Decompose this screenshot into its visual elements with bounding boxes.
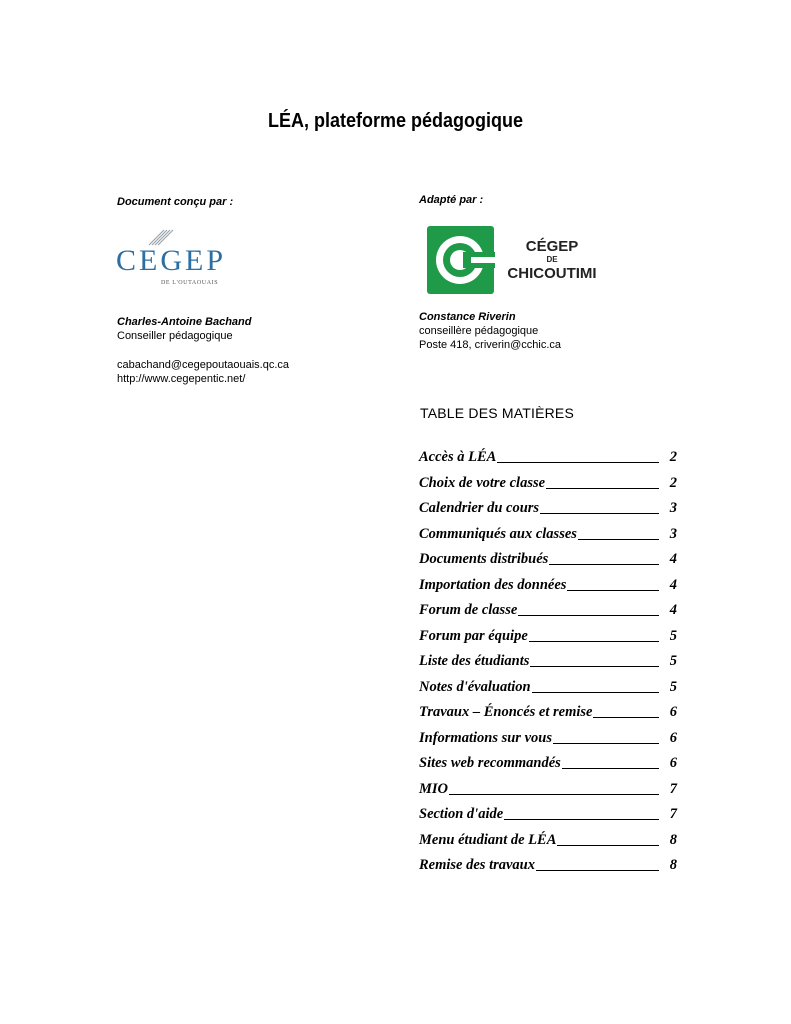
toc-entry-page: 6 — [669, 729, 677, 746]
toc-entry[interactable] — [419, 577, 677, 603]
toc-entry-label: Liste des étudiants — [419, 653, 530, 669]
toc-entry[interactable] — [419, 449, 677, 475]
toc-entry-label: Choix de votre classe — [419, 474, 546, 491]
toc-entry-page: 8 — [669, 857, 677, 873]
toc-entry-page: 4 — [669, 576, 677, 593]
toc-entry-page: 7 — [669, 780, 677, 797]
toc-entry-leader — [529, 630, 659, 642]
toc-entry[interactable] — [419, 806, 677, 832]
toc-entry-label: Section d'aide — [419, 806, 504, 822]
author-email-link[interactable]: cabachand@cegepoutaouais.qc.ca — [117, 359, 290, 371]
toc-entry[interactable] — [419, 526, 677, 552]
toc-entry-page: 8 — [669, 831, 677, 848]
toc-entry[interactable] — [419, 653, 677, 679]
toc-entry-label: Forum de classe — [419, 602, 518, 618]
toc-entry[interactable] — [419, 475, 677, 501]
toc-entry[interactable] — [419, 500, 677, 526]
author-contact — [117, 358, 289, 386]
toc-entry-label: Menu étudiant de LÉA — [419, 831, 557, 848]
adapter-contact: Poste 418, criverin@cchic.ca — [419, 339, 562, 351]
cegep-outaouais-logo-text: CEGEP — [116, 244, 227, 277]
toc-entry-leader — [593, 706, 659, 718]
toc-entry-label: MIO — [419, 780, 449, 797]
toc-entry-page: 5 — [669, 627, 677, 644]
toc-entry-leader — [567, 579, 659, 591]
toc-entry-label: Sites web recommandés — [419, 755, 561, 771]
toc-entry-leader — [562, 757, 659, 769]
toc-entry-leader — [536, 859, 659, 871]
toc-entry-label: Accès à LÉA — [419, 449, 497, 465]
toc-entry[interactable] — [419, 755, 677, 781]
toc-entry-leader — [553, 732, 659, 744]
cegep-outaouais-logo — [116, 228, 232, 286]
toc-entry-page: 6 — [669, 704, 677, 720]
toc-entry[interactable] — [419, 704, 677, 730]
toc-heading: TABLE DES MATIÈRES — [420, 405, 575, 421]
toc-entry-leader — [540, 502, 659, 514]
toc-entry-label: Documents distribués — [419, 551, 549, 567]
toc-entry[interactable] — [419, 628, 677, 654]
cegep-chicoutimi-logo — [427, 226, 597, 296]
adapter-block — [419, 310, 561, 352]
designed-by-label: Document conçu par : — [117, 196, 234, 208]
cegep-outaouais-logo-subtext: DE L'OUTAOUAIS — [161, 280, 219, 286]
toc-entry-leader — [504, 808, 659, 820]
toc-entry-label: Remise des travaux — [419, 857, 535, 873]
document-title: LÉA, plateforme pédagogique — [267, 110, 524, 132]
chicoutimi-logo-line2: DE — [546, 255, 558, 264]
toc-entry[interactable] — [419, 730, 677, 756]
toc-entry-page: 5 — [669, 653, 677, 669]
toc-entry-page: 4 — [669, 602, 677, 618]
toc-entry-leader — [518, 604, 659, 616]
toc-entry-leader — [497, 451, 659, 463]
toc-entry-label: Travaux – Énoncés et remise — [419, 704, 593, 720]
toc-entry-page: 7 — [669, 806, 677, 822]
adapter-name: Constance Riverin — [419, 311, 516, 323]
author-role: Conseiller pédagogique — [117, 330, 233, 342]
toc-entry-page: 3 — [669, 525, 677, 542]
toc-entry-leader — [530, 655, 659, 667]
toc-entry-leader — [449, 783, 659, 795]
toc-entry-page: 2 — [669, 449, 677, 465]
toc-entry-label: Notes d'évaluation — [419, 678, 531, 695]
toc-entry[interactable] — [419, 832, 677, 858]
toc-entry-label: Communiqués aux classes — [419, 525, 577, 542]
toc-entry-page: 4 — [669, 551, 677, 567]
toc-entry-page: 2 — [669, 474, 677, 491]
chicoutimi-logo-line1: CÉGEP — [525, 238, 579, 255]
toc-entry-label: Forum par équipe — [419, 627, 528, 644]
toc-entry[interactable] — [419, 679, 677, 705]
author-block — [117, 315, 251, 343]
adapter-role: conseillère pédagogique — [419, 325, 539, 337]
toc-entry[interactable] — [419, 602, 677, 628]
toc-entry-label: Informations sur vous — [419, 729, 552, 746]
author-name: Charles-Antoine Bachand — [117, 316, 252, 328]
toc-entry-leader — [532, 681, 659, 693]
toc-entry[interactable] — [419, 781, 677, 807]
toc-entry-page: 3 — [669, 500, 677, 516]
toc-entry-leader — [557, 834, 659, 846]
toc-entry-page: 5 — [669, 678, 677, 695]
toc-entry[interactable] — [419, 857, 677, 883]
toc-entry-page: 6 — [669, 755, 677, 771]
toc-entry-label: Calendrier du cours — [419, 500, 540, 516]
toc-entry-leader — [578, 528, 659, 540]
author-website-link[interactable]: http://www.cegepentic.net/ — [117, 373, 246, 385]
adapted-by-label: Adapté par : — [419, 194, 484, 206]
table-of-contents — [419, 449, 677, 883]
chicoutimi-logo-line3: CHICOUTIMI — [507, 265, 597, 282]
toc-entry-leader — [549, 553, 659, 565]
toc-entry[interactable] — [419, 551, 677, 577]
toc-entry-label: Importation des données — [419, 576, 567, 593]
toc-entry-leader — [546, 477, 659, 489]
